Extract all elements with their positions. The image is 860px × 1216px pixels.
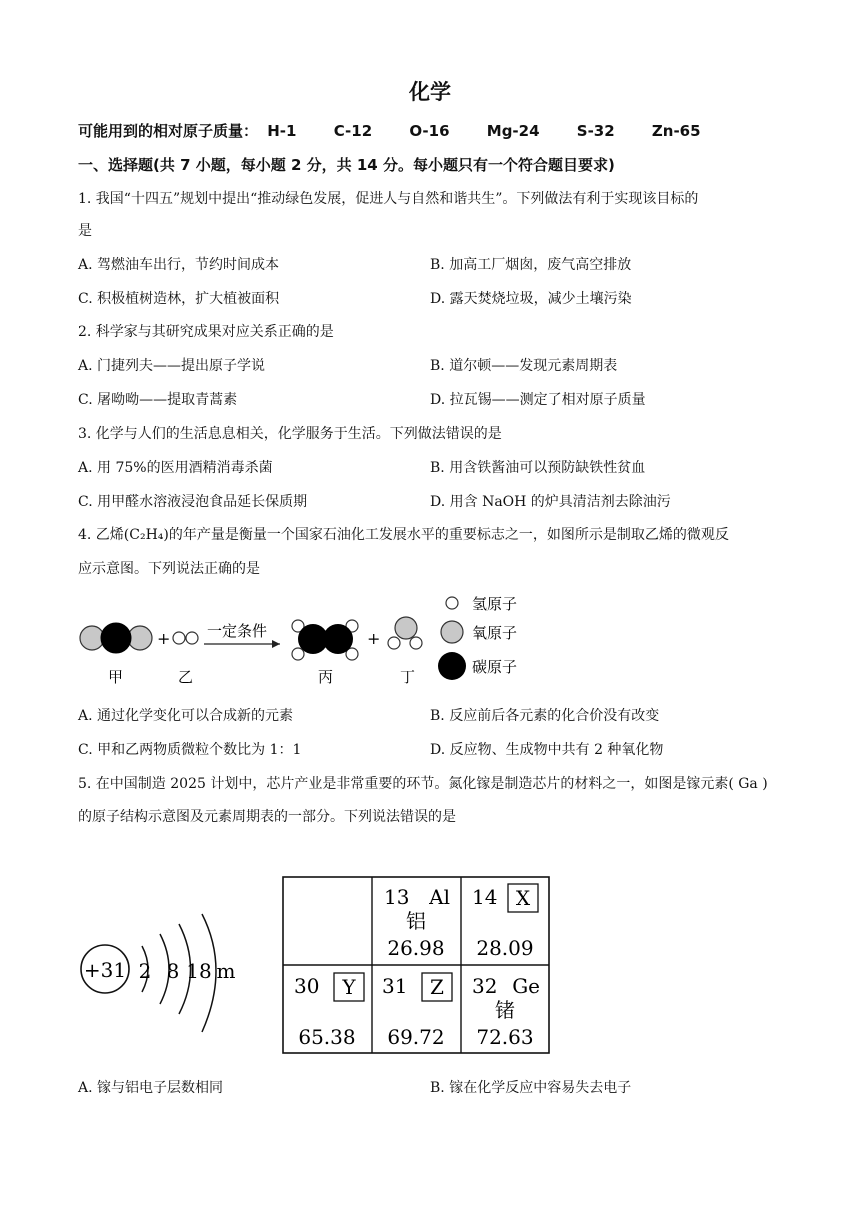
gallium-atom-structure <box>74 912 249 1037</box>
atomic-mass-zn: Zn-65 <box>651 122 701 140</box>
page-title: 化学 <box>409 80 451 104</box>
y-mass: 65.38 <box>298 1025 356 1049</box>
atomic-mass-s: S-32 <box>576 122 615 140</box>
atomic-mass-line <box>78 120 701 141</box>
al-name: 铝 <box>406 909 426 933</box>
z-symbol: Z <box>430 975 444 999</box>
shell-electrons-3: 18 <box>186 959 212 983</box>
q1-stem-line1: 1. 我国“十四五”规划中提出“推动绿色发展，促进人与自然和谐共生”。下列做法有利于实现该目标的 <box>78 191 699 207</box>
legend-oxygen: 氧原子 <box>472 624 518 642</box>
q3-option-b: B. 用含铁酱油可以预防缺铁性贫血 <box>430 460 646 476</box>
x-number: 14 <box>472 885 498 909</box>
q4-stem-line2: 应示意图。下列说法正确的是 <box>78 561 260 577</box>
molecule-yi <box>173 632 198 644</box>
shell-electrons-1: 2 <box>138 959 152 983</box>
label-jia: 甲 <box>108 668 124 686</box>
q4-option-d: D. 反应物、生成物中共有 2 种氧化物 <box>430 742 664 758</box>
q5-stem-line2: 的原子结构示意图及元素周期表的一部分。下列说法错误的是 <box>78 809 456 825</box>
reaction-condition: 一定条件 <box>207 622 268 640</box>
plus-sign-2: + <box>367 629 381 648</box>
z-number: 31 <box>382 974 408 998</box>
ge-name: 锗 <box>495 998 515 1022</box>
q5-option-b: B. 镓在化学反应中容易失去电子 <box>430 1080 632 1096</box>
q4-option-c: C. 甲和乙两物质微粒个数比为 1：1 <box>78 742 302 758</box>
atomic-mass-h: H-1 <box>267 122 297 140</box>
y-symbol: Y <box>342 975 356 999</box>
x-mass: 28.09 <box>476 936 534 960</box>
q5-option-a: A. 镓与铝电子层数相同 <box>78 1080 224 1096</box>
periodic-table-excerpt <box>282 876 552 1056</box>
al-number: 13 <box>384 885 410 909</box>
plus-sign-1: + <box>157 629 171 648</box>
molecule-jia <box>80 623 152 653</box>
atomic-mass-o: O-16 <box>409 122 450 140</box>
legend-oxygen-symbol <box>441 621 463 643</box>
q4-option-a: A. 通过化学变化可以合成新的元素 <box>78 708 294 724</box>
q4-stem-line1: 4. 乙烯(C₂H₄)的年产量是衡量一个国家石油化工发展水平的重要标志之一，如图所示是制取乙烯的微观反 <box>78 527 729 543</box>
q3-option-d: D. 用含 NaOH 的炉具清洁剂去除油污 <box>430 494 671 510</box>
atomic-mass-mg: Mg-24 <box>486 122 540 140</box>
x-symbol: X <box>515 886 531 910</box>
ge-number: 32 <box>472 974 498 998</box>
q1-stem-line2: 是 <box>78 223 92 239</box>
q2-option-a: A. 门捷列夫——提出原子学说 <box>78 358 266 374</box>
diagram-legend <box>438 595 517 680</box>
q3-stem: 3. 化学与人们的生活息息相关，化学服务于生活。下列做法错误的是 <box>78 426 502 442</box>
q1-option-d: D. 露天焚烧垃圾，减少土壤污染 <box>430 291 632 307</box>
q2-stem: 2. 科学家与其研究成果对应关系正确的是 <box>78 324 334 340</box>
z-mass: 69.72 <box>387 1025 445 1049</box>
arrow-head <box>272 640 280 648</box>
q1-option-c: C. 积极植树造林，扩大植被面积 <box>78 291 280 307</box>
label-ding: 丁 <box>400 668 416 686</box>
legend-hydrogen-symbol <box>446 597 458 609</box>
molecule-bing <box>292 620 358 660</box>
q2-option-c: C. 屠呦呦——提取青蒿素 <box>78 392 238 408</box>
legend-carbon: 碳原子 <box>472 658 518 676</box>
al-mass: 26.98 <box>387 936 445 960</box>
q2-option-b: B. 道尔顿——发现元素周期表 <box>430 358 618 374</box>
q5-stem-line1: 5. 在中国制造 2025 计划中，芯片产业是非常重要的环节。氮化镓是制造芯片的材料之一，如图是镓元素( Ga ) <box>78 776 768 792</box>
y-number: 30 <box>294 974 320 998</box>
molecule-ding <box>388 617 422 649</box>
shell-electrons-2: 8 <box>166 959 180 983</box>
q2-option-d: D. 拉瓦锡——测定了相对原子质量 <box>430 392 646 408</box>
atomic-mass-c: C-12 <box>333 122 373 140</box>
atomic-mass-label: 可能用到的相对原子质量： <box>78 122 259 140</box>
q4-option-b: B. 反应前后各元素的化合价没有改变 <box>430 708 660 724</box>
q1-option-a: A. 驾燃油车出行，节约时间成本 <box>78 257 280 273</box>
reaction-diagram <box>70 588 550 692</box>
legend-hydrogen: 氢原子 <box>472 595 518 613</box>
ge-mass: 72.63 <box>476 1025 534 1049</box>
q3-option-a: A. 用 75%的医用酒精消毒杀菌 <box>78 460 273 476</box>
q3-option-c: C. 用甲醛水溶液浸泡食品延长保质期 <box>78 494 308 510</box>
ge-symbol: Ge <box>512 974 540 998</box>
al-symbol: Al <box>429 885 450 909</box>
legend-carbon-symbol <box>438 652 466 680</box>
section1-heading: 一、选择题(共 7 小题，每小题 2 分，共 14 分。每小题只有一个符合题目要求) <box>78 156 615 174</box>
shell-electrons-4: m <box>216 959 236 983</box>
label-bing: 丙 <box>318 668 334 686</box>
q1-option-b: B. 加高工厂烟囱，废气高空排放 <box>430 257 632 273</box>
nucleus-charge: +31 <box>83 958 127 982</box>
label-yi: 乙 <box>178 668 194 686</box>
